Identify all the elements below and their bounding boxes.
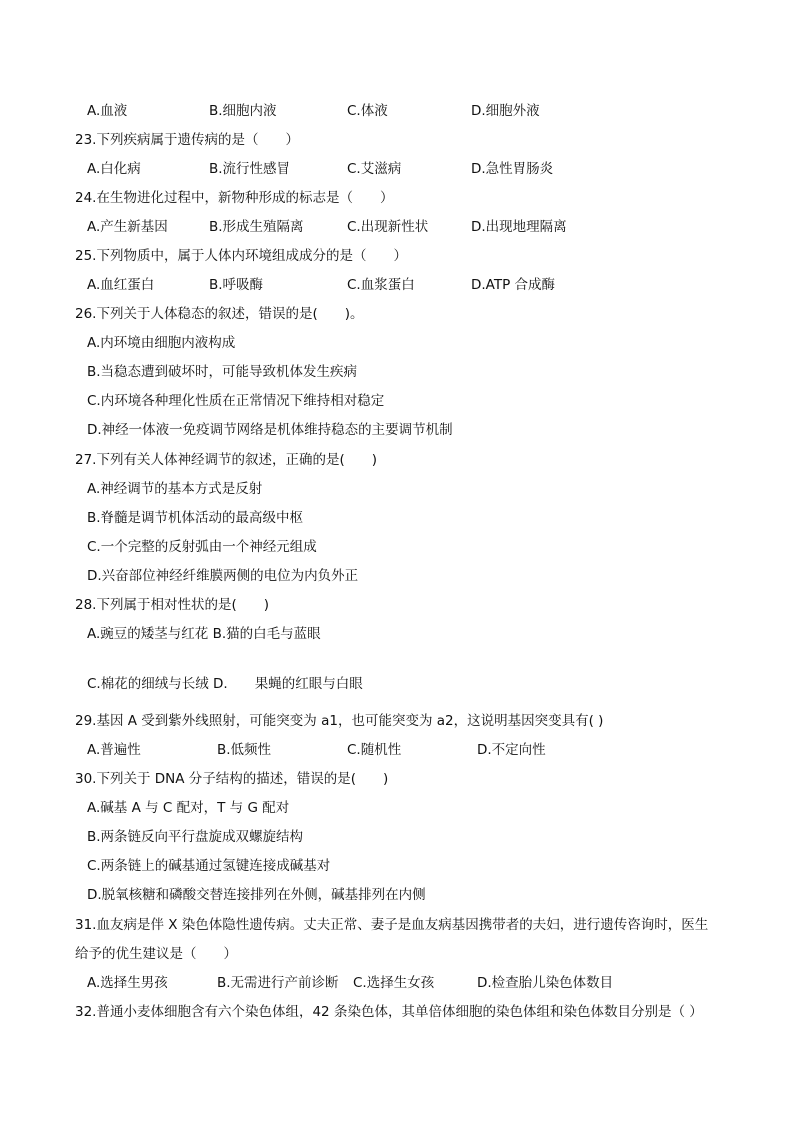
q27-stem-line — [0, 450, 794, 470]
q31-option-d: D.检查胎儿染色体数目 — [477, 975, 614, 991]
q26-option-b: B.当稳态遭到破坏时，可能导致机体发生疾病 — [87, 364, 358, 380]
q26-option-b-line — [0, 362, 794, 382]
q30-stem: 30.下列关于 DNA 分子结构的描述，错误的是( ) — [75, 771, 389, 787]
q27-option-d-line — [0, 566, 794, 586]
q31-options — [0, 973, 794, 993]
q26-option-c-line — [0, 391, 794, 411]
q23-option-c: C.艾滋病 — [347, 161, 402, 177]
q30-option-b: B.两条链反向平行盘旋成双螺旋结构 — [87, 829, 304, 845]
q29-stem: 29.基因 A 受到紫外线照射，可能突变为 a1，也可能突变为 a2，这说明基因突变具有( ) — [75, 713, 604, 729]
q23-stem: 23.下列疾病属于遗传病的是（ ） — [75, 132, 299, 148]
q29-options — [0, 740, 794, 760]
q24-option-a: A.产生新基因 — [87, 219, 168, 235]
q29-option-b: B.低频性 — [217, 742, 272, 758]
q23-options — [0, 159, 794, 179]
q31-option-a: A.选择生男孩 — [87, 975, 168, 991]
q26-option-d: D.神经一体液一免疫调节网络是机体维持稳态的主要调节机制 — [87, 422, 453, 438]
q25-option-b: B.呼吸酶 — [209, 277, 264, 293]
q24-option-d: D.出现地理隔离 — [471, 219, 567, 235]
q31-stem-part-2: 给予的优生建议是（ ） — [75, 946, 237, 962]
q29-stem-line — [0, 711, 794, 731]
q29-option-c: C.随机性 — [347, 742, 402, 758]
q24-options — [0, 217, 794, 237]
q23-option-d: D.急性胃肠炎 — [471, 161, 554, 177]
q26-option-c: C.内环境各种理化性质在正常情况下维持相对稳定 — [87, 393, 385, 409]
q22-options — [0, 101, 794, 121]
q22-option-a: A.血液 — [87, 103, 128, 119]
q25-options — [0, 275, 794, 295]
q30-option-c: C.两条链上的碱基通过氢键连接成碱基对 — [87, 858, 331, 874]
q23-stem-line — [0, 130, 794, 150]
q27-option-a-line — [0, 479, 794, 499]
q25-option-c: C.血浆蛋白 — [347, 277, 415, 293]
q31-stem-part-1: 31.血友病是伴 X 染色体隐性遗传病。丈夫正常、妻子是血友病基因携带者的夫妇，进行遗传咨询时，医生 — [75, 917, 709, 933]
q27-option-a: A.神经调节的基本方式是反射 — [87, 481, 263, 497]
q30-option-c-line — [0, 856, 794, 876]
q28-options-ab-line — [0, 624, 794, 644]
q31-stem-line-1 — [0, 915, 794, 935]
q24-option-b: B.形成生殖隔离 — [209, 219, 304, 235]
q28-stem: 28.下列属于相对性状的是( ) — [75, 597, 270, 613]
q31-option-c: C.选择生女孩 — [353, 975, 435, 991]
q28-options-cd-line — [0, 674, 794, 694]
q31-stem-line-2 — [0, 944, 794, 964]
q26-stem: 26.下列关于人体稳态的叙述，错误的是( )。 — [75, 306, 364, 322]
q30-option-a: A.碱基 A 与 C 配对，T 与 G 配对 — [87, 800, 290, 816]
q24-option-c: C.出现新性状 — [347, 219, 429, 235]
q30-option-d: D.脱氧核糖和磷酸交替连接排列在外侧，碱基排列在内侧 — [87, 887, 426, 903]
q26-stem-line — [0, 304, 794, 324]
q32-stem: 32.普通小麦体细胞含有六个染色体组，42 条染色体，其单倍体细胞的染色体组和染色体数目分别是（ ） — [75, 1004, 703, 1020]
q22-option-c: C.体液 — [347, 103, 388, 119]
q25-stem-line — [0, 246, 794, 266]
q29-option-a: A.普遍性 — [87, 742, 141, 758]
q26-option-a-line — [0, 333, 794, 353]
q30-stem-line — [0, 769, 794, 789]
q31-option-b: B.无需进行产前诊断 — [217, 975, 339, 991]
q27-option-b: B.脊髓是调节机体活动的最高级中枢 — [87, 510, 304, 526]
q22-option-d: D.细胞外液 — [471, 103, 540, 119]
q27-option-c: C.一个完整的反射弧由一个神经元组成 — [87, 539, 317, 555]
q22-option-b: B.细胞内液 — [209, 103, 277, 119]
q30-option-a-line — [0, 798, 794, 818]
q24-stem-line — [0, 188, 794, 208]
q30-option-d-line — [0, 885, 794, 905]
q24-stem: 24.在生物进化过程中，新物种形成的标志是（ ） — [75, 190, 394, 206]
q27-stem: 27.下列有关人体神经调节的叙述，正确的是( ) — [75, 452, 378, 468]
q32-stem-line — [0, 1002, 794, 1022]
q27-option-d: D.兴奋部位神经纤维膜两侧的电位为内负外正 — [87, 568, 359, 584]
q25-stem: 25.下列物质中，属于人体内环境组成成分的是（ ） — [75, 248, 407, 264]
q28-options-cd: C.棉花的细绒与长绒 D. 果蝇的红眼与白眼 — [87, 676, 363, 692]
q25-option-a: A.血红蛋白 — [87, 277, 155, 293]
q26-option-d-line — [0, 420, 794, 440]
q23-option-b: B.流行性感冒 — [209, 161, 291, 177]
q29-option-d: D.不定向性 — [477, 742, 546, 758]
q28-options-ab: A.豌豆的矮茎与红花 B.猫的白毛与蓝眼 — [87, 626, 321, 642]
q27-option-c-line — [0, 537, 794, 557]
q25-option-d: D.ATP 合成酶 — [471, 277, 556, 293]
q26-option-a: A.内环境由细胞内液构成 — [87, 335, 236, 351]
q23-option-a: A.白化病 — [87, 161, 141, 177]
q30-option-b-line — [0, 827, 794, 847]
q27-option-b-line — [0, 508, 794, 528]
q28-stem-line — [0, 595, 794, 615]
